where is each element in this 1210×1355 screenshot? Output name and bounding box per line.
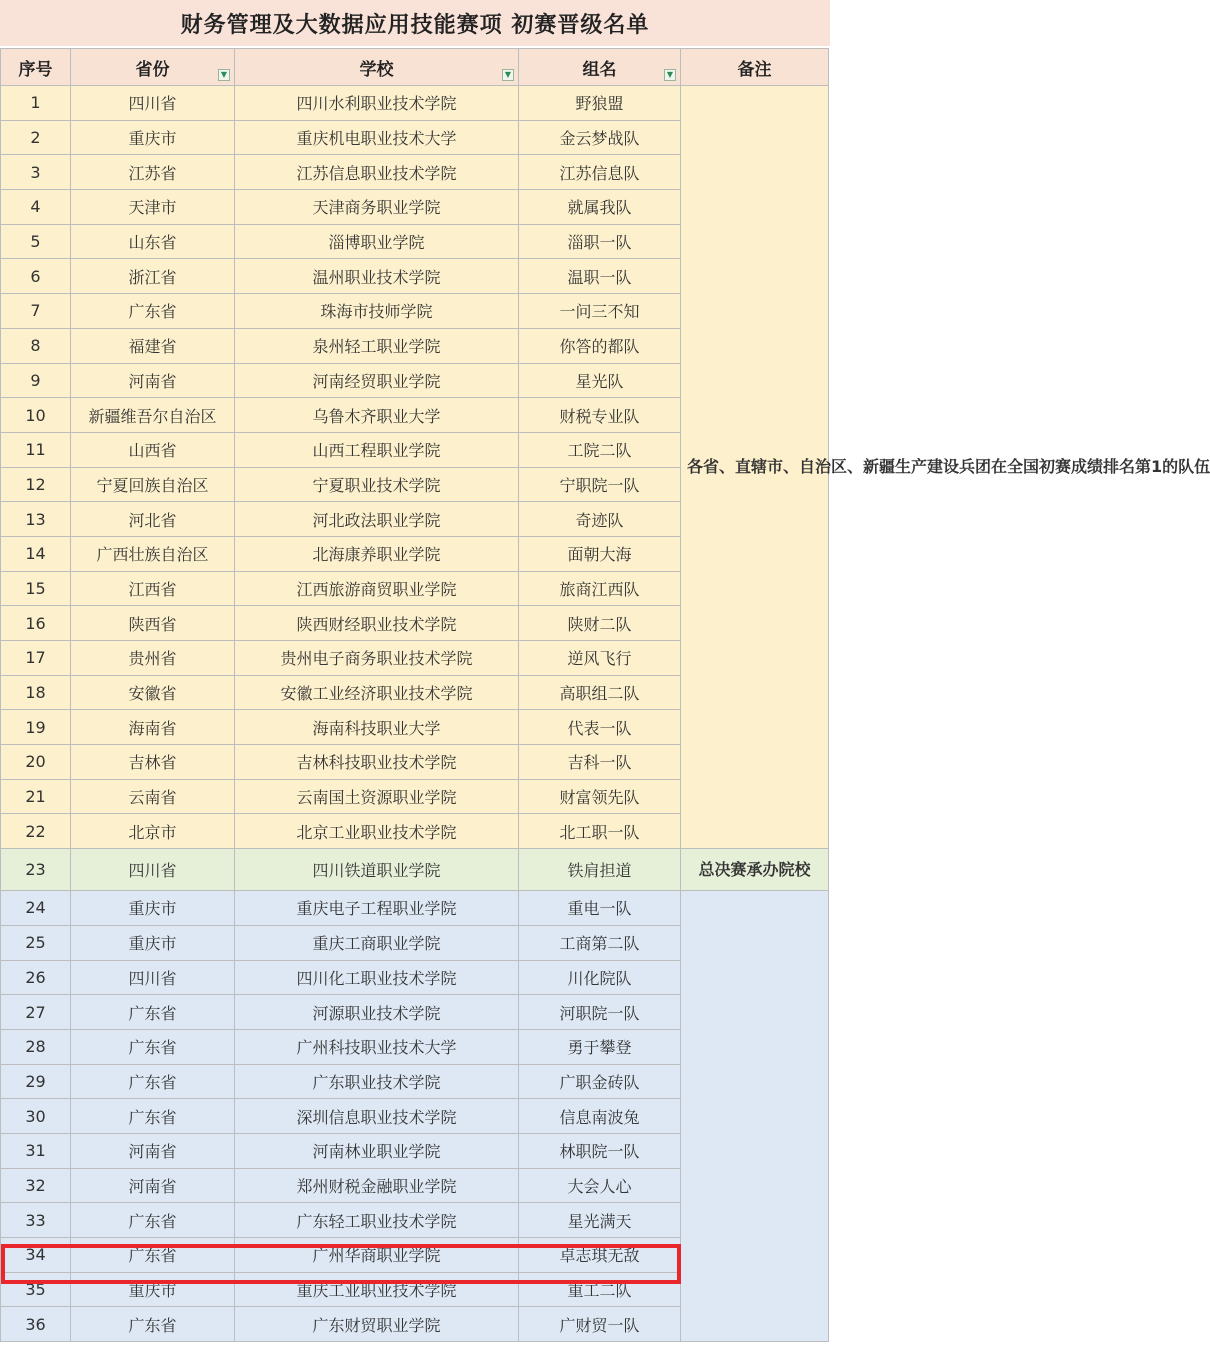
cell-province: 广东省 bbox=[71, 294, 235, 329]
cell-team: 广财贸一队 bbox=[519, 1307, 681, 1342]
cell-school: 乌鲁木齐职业大学 bbox=[235, 398, 519, 433]
cell-province: 海南省 bbox=[71, 710, 235, 745]
cell-province: 安徽省 bbox=[71, 675, 235, 710]
cell-province: 重庆市 bbox=[71, 891, 235, 926]
cell-team: 就属我队 bbox=[519, 190, 681, 225]
cell-team: 面朝大海 bbox=[519, 536, 681, 571]
cell-index: 4 bbox=[1, 190, 71, 225]
cell-index: 23 bbox=[1, 849, 71, 891]
cell-province: 浙江省 bbox=[71, 259, 235, 294]
cell-school: 四川化工职业技术学院 bbox=[235, 960, 519, 995]
cell-index: 5 bbox=[1, 224, 71, 259]
cell-index: 33 bbox=[1, 1203, 71, 1238]
cell-province: 广西壮族自治区 bbox=[71, 536, 235, 571]
cell-province: 山东省 bbox=[71, 224, 235, 259]
cell-index: 8 bbox=[1, 328, 71, 363]
cell-index: 12 bbox=[1, 467, 71, 502]
cell-school: 北京工业职业技术学院 bbox=[235, 814, 519, 849]
cell-school: 贵州电子商务职业技术学院 bbox=[235, 641, 519, 676]
cell-team: 高职组二队 bbox=[519, 675, 681, 710]
cell-school: 四川铁道职业学院 bbox=[235, 849, 519, 891]
cell-index: 32 bbox=[1, 1168, 71, 1203]
cell-province: 广东省 bbox=[71, 1064, 235, 1099]
dropdown-filter-icon[interactable]: ▼ bbox=[664, 69, 676, 81]
table-body bbox=[1, 86, 1210, 1342]
cell-team: 财富领先队 bbox=[519, 779, 681, 814]
cell-index: 6 bbox=[1, 259, 71, 294]
cell-index: 14 bbox=[1, 536, 71, 571]
cell-province: 云南省 bbox=[71, 779, 235, 814]
cell-index: 35 bbox=[1, 1272, 71, 1307]
cell-team: 宁职院一队 bbox=[519, 467, 681, 502]
cell-index: 34 bbox=[1, 1238, 71, 1273]
cell-index: 2 bbox=[1, 120, 71, 155]
cell-province: 北京市 bbox=[71, 814, 235, 849]
cell-school: 河北政法职业学院 bbox=[235, 502, 519, 537]
cell-province: 天津市 bbox=[71, 190, 235, 225]
cell-team: 广职金砖队 bbox=[519, 1064, 681, 1099]
cell-school: 郑州财税金融职业学院 bbox=[235, 1168, 519, 1203]
header-note: 备注 bbox=[681, 49, 829, 86]
note-cell-host-school: 总决赛承办院校 bbox=[681, 849, 829, 891]
cell-province: 江西省 bbox=[71, 571, 235, 606]
cell-team: 铁肩担道 bbox=[519, 849, 681, 891]
cell-team: 重工二队 bbox=[519, 1272, 681, 1307]
cell-team: 林职院一队 bbox=[519, 1133, 681, 1168]
header-province: 省份 ▼ bbox=[71, 49, 235, 86]
cell-province: 新疆维吾尔自治区 bbox=[71, 398, 235, 433]
cell-team: 财税专业队 bbox=[519, 398, 681, 433]
cell-team: 代表一队 bbox=[519, 710, 681, 745]
cell-province: 河南省 bbox=[71, 363, 235, 398]
cell-team: 河职院一队 bbox=[519, 995, 681, 1030]
cell-team: 大会人心 bbox=[519, 1168, 681, 1203]
cell-index: 27 bbox=[1, 995, 71, 1030]
header-row bbox=[1, 49, 829, 86]
cell-school: 河源职业技术学院 bbox=[235, 995, 519, 1030]
cell-school: 安徽工业经济职业技术学院 bbox=[235, 675, 519, 710]
cell-province: 重庆市 bbox=[71, 1272, 235, 1307]
cell-school: 天津商务职业学院 bbox=[235, 190, 519, 225]
note-cell-empty bbox=[681, 891, 829, 1342]
qualification-table bbox=[0, 48, 1210, 1342]
cell-province: 四川省 bbox=[71, 960, 235, 995]
cell-province: 重庆市 bbox=[71, 925, 235, 960]
cell-school: 海南科技职业大学 bbox=[235, 710, 519, 745]
note-cell-provincial-winners: 各省、直辖市、自治区、新疆生产建设兵团在全国初赛成绩排名第1的队伍 bbox=[681, 86, 829, 849]
cell-team: 旅商江西队 bbox=[519, 571, 681, 606]
cell-team: 奇迹队 bbox=[519, 502, 681, 537]
cell-school: 重庆工商职业学院 bbox=[235, 925, 519, 960]
cell-index: 28 bbox=[1, 1029, 71, 1064]
cell-team: 重电一队 bbox=[519, 891, 681, 926]
cell-school: 陕西财经职业技术学院 bbox=[235, 606, 519, 641]
cell-team: 江苏信息队 bbox=[519, 155, 681, 190]
cell-school: 河南林业职业学院 bbox=[235, 1133, 519, 1168]
cell-index: 30 bbox=[1, 1099, 71, 1134]
cell-province: 吉林省 bbox=[71, 745, 235, 780]
page-title: 财务管理及大数据应用技能赛项 初赛晋级名单 bbox=[0, 0, 830, 46]
cell-index: 7 bbox=[1, 294, 71, 329]
cell-school: 北海康养职业学院 bbox=[235, 536, 519, 571]
cell-school: 河南经贸职业学院 bbox=[235, 363, 519, 398]
cell-index: 13 bbox=[1, 502, 71, 537]
cell-index: 24 bbox=[1, 891, 71, 926]
cell-team: 逆风飞行 bbox=[519, 641, 681, 676]
dropdown-filter-icon[interactable]: ▼ bbox=[218, 69, 230, 81]
cell-team: 温职一队 bbox=[519, 259, 681, 294]
cell-team: 野狼盟 bbox=[519, 86, 681, 121]
cell-index: 31 bbox=[1, 1133, 71, 1168]
cell-index: 21 bbox=[1, 779, 71, 814]
cell-school: 山西工程职业学院 bbox=[235, 432, 519, 467]
cell-province: 广东省 bbox=[71, 1099, 235, 1134]
table-row bbox=[1, 849, 829, 891]
cell-school: 广东职业技术学院 bbox=[235, 1064, 519, 1099]
cell-team: 你答的都队 bbox=[519, 328, 681, 363]
cell-school: 广州科技职业技术大学 bbox=[235, 1029, 519, 1064]
cell-province: 陕西省 bbox=[71, 606, 235, 641]
cell-team: 星光满天 bbox=[519, 1203, 681, 1238]
cell-province: 河北省 bbox=[71, 502, 235, 537]
cell-index: 29 bbox=[1, 1064, 71, 1099]
cell-province: 山西省 bbox=[71, 432, 235, 467]
cell-school: 江苏信息职业技术学院 bbox=[235, 155, 519, 190]
cell-team: 勇于攀登 bbox=[519, 1029, 681, 1064]
cell-team: 工院二队 bbox=[519, 432, 681, 467]
cell-index: 15 bbox=[1, 571, 71, 606]
cell-province: 宁夏回族自治区 bbox=[71, 467, 235, 502]
header-school: 学校 ▼ bbox=[235, 49, 519, 86]
cell-school: 温州职业技术学院 bbox=[235, 259, 519, 294]
cell-index: 22 bbox=[1, 814, 71, 849]
cell-province: 福建省 bbox=[71, 328, 235, 363]
cell-index: 25 bbox=[1, 925, 71, 960]
header-index: 序号 bbox=[1, 49, 71, 86]
cell-index: 3 bbox=[1, 155, 71, 190]
cell-school: 重庆机电职业技术大学 bbox=[235, 120, 519, 155]
cell-index: 9 bbox=[1, 363, 71, 398]
cell-team: 金云梦战队 bbox=[519, 120, 681, 155]
cell-province: 重庆市 bbox=[71, 120, 235, 155]
cell-province: 江苏省 bbox=[71, 155, 235, 190]
cell-province: 广东省 bbox=[71, 1238, 235, 1273]
cell-province: 广东省 bbox=[71, 1307, 235, 1342]
cell-school: 江西旅游商贸职业学院 bbox=[235, 571, 519, 606]
table-row bbox=[1, 86, 829, 121]
dropdown-filter-icon[interactable]: ▼ bbox=[502, 69, 514, 81]
cell-index: 18 bbox=[1, 675, 71, 710]
cell-team: 星光队 bbox=[519, 363, 681, 398]
cell-school: 深圳信息职业技术学院 bbox=[235, 1099, 519, 1134]
cell-team: 吉科一队 bbox=[519, 745, 681, 780]
cell-province: 广东省 bbox=[71, 995, 235, 1030]
cell-index: 19 bbox=[1, 710, 71, 745]
cell-school: 宁夏职业技术学院 bbox=[235, 467, 519, 502]
cell-team: 川化院队 bbox=[519, 960, 681, 995]
cell-school: 云南国土资源职业学院 bbox=[235, 779, 519, 814]
cell-school: 淄博职业学院 bbox=[235, 224, 519, 259]
cell-school: 广东轻工职业技术学院 bbox=[235, 1203, 519, 1238]
cell-school: 重庆电子工程职业学院 bbox=[235, 891, 519, 926]
cell-index: 10 bbox=[1, 398, 71, 433]
cell-province: 广东省 bbox=[71, 1203, 235, 1238]
cell-school: 重庆工业职业技术学院 bbox=[235, 1272, 519, 1307]
cell-province: 四川省 bbox=[71, 849, 235, 891]
cell-province: 河南省 bbox=[71, 1168, 235, 1203]
cell-school: 珠海市技师学院 bbox=[235, 294, 519, 329]
cell-team: 陕财二队 bbox=[519, 606, 681, 641]
cell-province: 河南省 bbox=[71, 1133, 235, 1168]
header-team: 组名 ▼ bbox=[519, 49, 681, 86]
cell-index: 1 bbox=[1, 86, 71, 121]
cell-team: 北工职一队 bbox=[519, 814, 681, 849]
cell-index: 17 bbox=[1, 641, 71, 676]
cell-index: 20 bbox=[1, 745, 71, 780]
cell-school: 吉林科技职业技术学院 bbox=[235, 745, 519, 780]
table-row bbox=[1, 891, 829, 926]
cell-school: 泉州轻工职业学院 bbox=[235, 328, 519, 363]
cell-school: 广州华商职业学院 bbox=[235, 1238, 519, 1273]
cell-team: 信息南波兔 bbox=[519, 1099, 681, 1134]
cell-index: 36 bbox=[1, 1307, 71, 1342]
cell-province: 四川省 bbox=[71, 86, 235, 121]
cell-province: 贵州省 bbox=[71, 641, 235, 676]
cell-school: 四川水利职业技术学院 bbox=[235, 86, 519, 121]
cell-province: 广东省 bbox=[71, 1029, 235, 1064]
cell-index: 11 bbox=[1, 432, 71, 467]
cell-team: 一问三不知 bbox=[519, 294, 681, 329]
cell-team: 淄职一队 bbox=[519, 224, 681, 259]
cell-index: 16 bbox=[1, 606, 71, 641]
cell-team: 工商第二队 bbox=[519, 925, 681, 960]
cell-team: 卓志琪无敌 bbox=[519, 1238, 681, 1273]
cell-index: 26 bbox=[1, 960, 71, 995]
cell-school: 广东财贸职业学院 bbox=[235, 1307, 519, 1342]
